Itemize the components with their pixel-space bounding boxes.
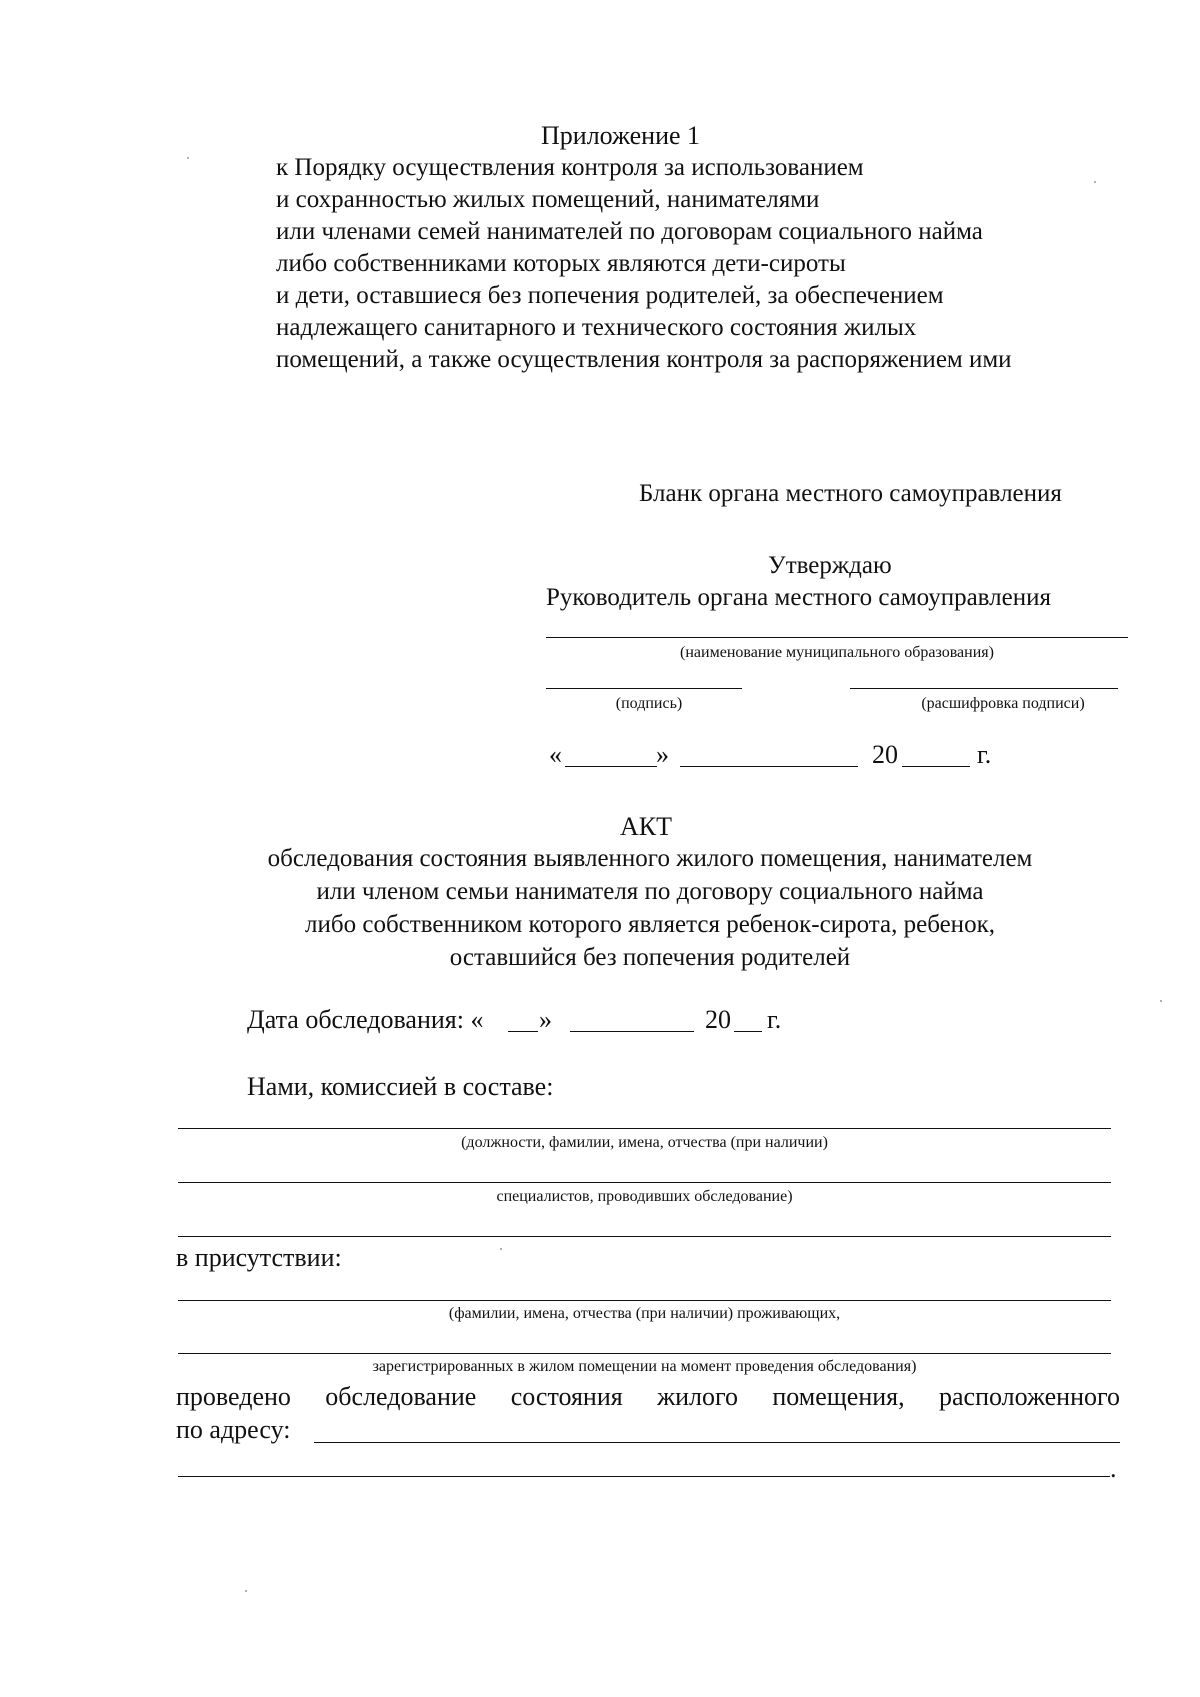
appendix-line: или членами семей нанимателей по договорам социального найма bbox=[276, 218, 983, 245]
approval-label: Утверждаю bbox=[768, 552, 892, 579]
scan-speck bbox=[1094, 181, 1096, 183]
act-subtitle-line: оставшийся без попечения родителей bbox=[449, 944, 851, 971]
survey-year-line[interactable] bbox=[734, 1031, 762, 1032]
survey-year-prefix: 20 bbox=[705, 1005, 731, 1034]
residents-caption: (фамилии, имена, отчества (при наличии) проживающих, bbox=[448, 1305, 841, 1322]
municipality-caption: (наименование муниципального образования) bbox=[680, 644, 994, 661]
appendix-line: к Порядку осуществления контроля за использованием bbox=[276, 154, 864, 181]
commission-line-2[interactable] bbox=[178, 1182, 1111, 1183]
survey-day-line[interactable] bbox=[508, 1031, 538, 1032]
appendix-title: Приложение 1 bbox=[541, 121, 701, 150]
commission-label: Нами, комиссией в составе: bbox=[247, 1072, 554, 1101]
date-close-quote: » bbox=[656, 740, 669, 769]
appendix-line: либо собственниками которых являются дети-сироты bbox=[276, 250, 846, 277]
act-subtitle-line: или членом семьи нанимателя по договору социального найма bbox=[316, 878, 984, 905]
registered-caption: зарегистрированных в жилом помещении на момент проведения обследования) bbox=[372, 1358, 917, 1375]
survey-text-line: проведено обследование состояния жилого помещения, расположенного bbox=[176, 1382, 1120, 1411]
year-line[interactable] bbox=[902, 766, 970, 767]
appendix-line: помещений, а также осуществления контроля за распоряжением ими bbox=[276, 346, 1012, 373]
letterhead-label: Бланк органа местного самоуправления bbox=[639, 480, 1062, 507]
signature-line[interactable] bbox=[546, 688, 742, 689]
positions-caption: (должности, фамилии, имена, отчества (при наличии) bbox=[461, 1134, 828, 1151]
appendix-line: и дети, оставшиеся без попечения родителей, за обеспечением bbox=[276, 282, 944, 309]
commission-line-1[interactable] bbox=[178, 1128, 1111, 1129]
appendix-line: надлежащего санитарного и технического состояния жилых bbox=[276, 314, 917, 341]
act-title: АКТ bbox=[620, 812, 672, 841]
address-line-2[interactable] bbox=[178, 1476, 1110, 1477]
scan-speck bbox=[500, 1248, 502, 1250]
appendix-line: и сохранностью жилых помещений, нанимателями bbox=[276, 186, 820, 213]
presence-line-2[interactable] bbox=[178, 1353, 1111, 1354]
address-label: по адресу: bbox=[176, 1415, 291, 1444]
commission-line-3[interactable] bbox=[178, 1236, 1111, 1237]
scan-speck bbox=[1160, 1000, 1162, 1002]
date-open-quote: « bbox=[549, 740, 562, 769]
survey-date-close: » bbox=[539, 1005, 552, 1034]
specialists-caption: специалистов, проводивших обследование) bbox=[496, 1188, 793, 1205]
presence-line-1[interactable] bbox=[178, 1300, 1111, 1301]
act-subtitle-line: либо собственником которого является ребенок-сирота, ребенок, bbox=[305, 911, 995, 938]
survey-date-label: Дата обследования: « bbox=[247, 1005, 484, 1034]
year-prefix: 20 bbox=[872, 740, 898, 769]
survey-month-line[interactable] bbox=[570, 1031, 694, 1032]
month-line[interactable] bbox=[680, 766, 858, 767]
day-line[interactable] bbox=[565, 766, 657, 767]
decoding-caption: (расшифровка подписи) bbox=[921, 695, 1085, 712]
scan-speck bbox=[187, 157, 189, 159]
signature-caption: (подпись) bbox=[615, 695, 683, 712]
address-line-1[interactable] bbox=[314, 1442, 1120, 1443]
signature-decoding-line[interactable] bbox=[850, 688, 1118, 689]
approval-head: Руководитель органа местного самоуправления bbox=[546, 584, 1051, 611]
end-period: . bbox=[1110, 1454, 1117, 1483]
year-suffix: г. bbox=[977, 740, 992, 769]
municipality-line[interactable] bbox=[546, 637, 1128, 638]
act-subtitle-line: обследования состояния выявленного жилого помещения, нанимателем bbox=[267, 845, 1033, 872]
survey-year-suffix: г. bbox=[767, 1005, 782, 1034]
presence-label: в присутствии: bbox=[176, 1243, 342, 1272]
scan-speck bbox=[245, 1590, 247, 1592]
